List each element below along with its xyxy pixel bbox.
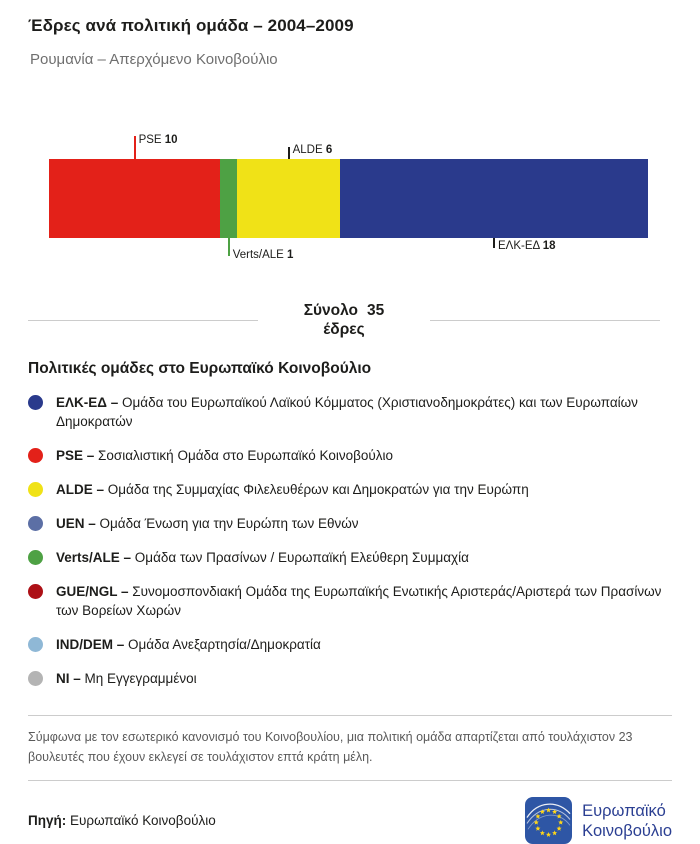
legend-color-dot <box>28 448 43 463</box>
divider-right <box>430 320 660 321</box>
footnote-block <box>28 715 672 781</box>
callout-label-2: ALDE 6 <box>292 144 333 156</box>
ep-logo-icon <box>525 797 572 844</box>
legend-item-text: ΕΛΚ-ΕΔ – Ομάδα του Ευρωπαϊκού Λαϊκού Κόμματος (Χριστιανοδημοκράτες) και των Ευρωπαίων Δημοκρατών <box>56 395 638 429</box>
bar-segment-1 <box>220 159 237 238</box>
total-value: 35 <box>367 302 385 319</box>
legend-color-dot <box>28 550 43 565</box>
legend-color-dot <box>28 482 43 497</box>
legend-heading: Πολιτικές ομάδες στο Ευρωπαϊκό Κοινοβούλιο <box>28 360 372 377</box>
legend-item-text: ALDE – Ομάδα της Συμμαχίας Φιλελευθέρων και Δημοκρατών για την Ευρώπη <box>56 482 529 497</box>
legend-item-text: IND/DEM – Ομάδα Ανεξαρτησία/Δημοκρατία <box>56 637 321 652</box>
legend-color-dot <box>28 671 43 686</box>
ep-logo-line1: Ευρωπαϊκό <box>582 801 666 820</box>
divider-left <box>28 320 258 321</box>
legend-item-2 <box>28 480 672 499</box>
page-subtitle: Ρουμανία – Απερχόμενο Κοινοβούλιο <box>30 51 278 68</box>
total-unit: έδρες <box>323 321 365 338</box>
footnote-text: Σύμφωνα με τον εσωτερικό κανονισμό του Κοινοβουλίου, μια πολιτική ομάδα απαρτίζεται από τουλάχιστον 23 βουλευτές που έχουν εκλεγεί σε τουλάχιστον επτά κράτη μέλη. <box>28 730 633 764</box>
legend-color-dot <box>28 395 43 410</box>
bar-segment-0 <box>49 159 220 238</box>
legend-item-text: GUE/NGL – Συνομοσπονδιακή Ομάδα της Ευρωπαϊκής Ενωτικής Αριστεράς/Αριστερά των Πρασίνων των Βορείων Χωρών <box>56 584 662 618</box>
legend-item-0 <box>28 393 672 431</box>
bar-segment-3 <box>340 159 648 238</box>
total-label: Σύνολο <box>303 302 359 319</box>
legend-item-4 <box>28 548 672 567</box>
page-title: Έδρες ανά πολιτική ομάδα – 2004–2009 <box>28 16 354 35</box>
callout-label-0: PSE 10 <box>138 134 178 146</box>
callout-tick-3 <box>493 238 495 248</box>
legend-item-text: NI – Μη Εγγεγραμμένοι <box>56 671 197 686</box>
callout-tick-2 <box>288 147 290 159</box>
legend-color-dot <box>28 637 43 652</box>
callout-label-1: Verts/ALE 1 <box>232 249 294 261</box>
bar-segment-2 <box>237 159 340 238</box>
source-label: Πηγή: <box>28 813 67 828</box>
source-row <box>28 797 672 844</box>
legend-item-7 <box>28 669 672 688</box>
legend-item-text: Verts/ALE – Ομάδα των Πρασίνων / Ευρωπαϊκή Ελεύθερη Συμμαχία <box>56 550 469 565</box>
legend-item-text: UEN – Ομάδα Ένωση για την Ευρώπη των Εθνών <box>56 516 359 531</box>
source-value: Ευρωπαϊκό Κοινοβούλιο <box>70 813 216 828</box>
legend-list <box>0 393 700 688</box>
callout-tick-1 <box>228 238 230 256</box>
total-seats <box>28 301 660 339</box>
header <box>0 0 700 68</box>
source-text <box>28 813 216 828</box>
seats-stacked-bar-chart <box>49 132 648 267</box>
legend-item-text: PSE – Σοσιαλιστική Ομάδα στο Ευρωπαϊκό Κοινοβούλιο <box>56 448 394 463</box>
callout-tick-0 <box>134 136 136 159</box>
ep-logo <box>525 797 672 844</box>
legend-color-dot <box>28 584 43 599</box>
legend-item-5 <box>28 582 672 620</box>
legend-color-dot <box>28 516 43 531</box>
callout-label-3: ΕΛΚ-ΕΔ 18 <box>497 240 556 252</box>
ep-logo-wordmark <box>582 801 672 841</box>
ep-logo-line2: Κοινοβούλιο <box>582 821 672 840</box>
total-seats-text <box>258 301 431 339</box>
legend-item-3 <box>28 514 672 533</box>
legend-item-6 <box>28 635 672 654</box>
legend-item-1 <box>28 446 672 465</box>
stacked-bar <box>49 159 648 238</box>
total-line1 <box>304 301 385 320</box>
